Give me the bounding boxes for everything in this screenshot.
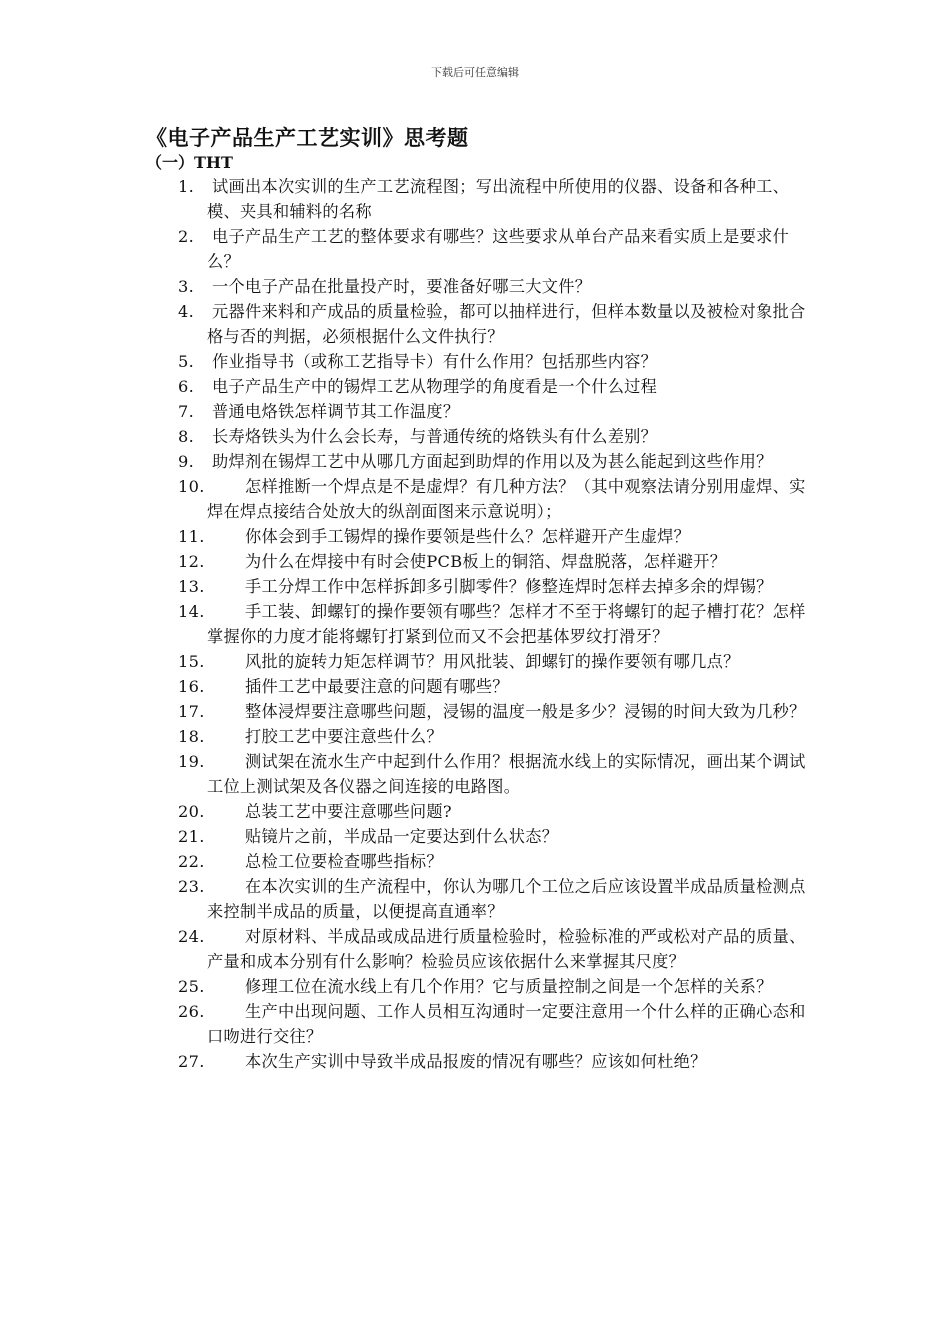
question-item <box>0 274 822 299</box>
question-text: 打胶工艺中要注意些什么？ <box>245 727 443 746</box>
question-number: 13. <box>178 577 205 596</box>
question-number: 19. <box>178 752 205 771</box>
question-text: 试画出本次实训的生产工艺流程图；写出流程中所使用的仪器、设备和各种工、模、夹具和辅料的名称 <box>207 177 790 221</box>
question-text: 普通电烙铁怎样调节其工作温度？ <box>212 402 460 421</box>
question-item <box>0 824 822 849</box>
question-item <box>0 724 822 749</box>
question-item <box>0 799 822 824</box>
question-text: 整体浸焊要注意哪些问题，浸锡的温度一般是多少？浸锡的时间大致为几秒？ <box>245 702 806 721</box>
question-number: 17. <box>178 702 205 721</box>
question-text: 手工装、卸螺钉的操作要领有哪些？怎样才不至于将螺钉的起子槽打花？怎样掌握你的力度才能将螺钉打紧到位而又不会把基体罗纹打滑牙？ <box>207 602 806 646</box>
question-item <box>0 349 822 374</box>
question-item <box>0 449 822 474</box>
question-item <box>0 599 822 649</box>
question-item <box>0 924 822 974</box>
question-item <box>0 974 822 999</box>
question-number: 1. <box>178 177 195 196</box>
question-number: 4. <box>178 302 195 321</box>
question-number: 11. <box>178 527 205 546</box>
question-item <box>0 299 822 349</box>
question-item <box>0 674 822 699</box>
question-item <box>0 749 822 799</box>
question-number: 27. <box>178 1052 205 1071</box>
question-item <box>0 524 822 549</box>
question-number: 12. <box>178 552 205 571</box>
page-header: 下载后可任意编辑 <box>431 66 519 79</box>
question-number: 9. <box>178 452 195 471</box>
question-item <box>0 549 822 574</box>
question-text: 手工分焊工作中怎样拆卸多引脚零件？修整连焊时怎样去掉多余的焊锡？ <box>245 577 773 596</box>
question-text: 助焊剂在锡焊工艺中从哪几方面起到助焊的作用以及为甚么能起到这些作用？ <box>212 452 773 471</box>
question-item <box>0 999 822 1049</box>
question-item <box>0 574 822 599</box>
question-item <box>0 399 822 424</box>
question-text: 修理工位在流水线上有几个作用？它与质量控制之间是一个怎样的关系？ <box>245 977 773 996</box>
question-number: 16. <box>178 677 205 696</box>
question-text: 插件工艺中最要注意的问题有哪些？ <box>245 677 509 696</box>
question-text: 作业指导书（或称工艺指导卡）有什么作用？包括那些内容？ <box>212 352 658 371</box>
question-item <box>0 474 822 524</box>
question-text: 电子产品生产工艺的整体要求有哪些？这些要求从单台产品来看实质上是要求什么？ <box>207 227 790 271</box>
question-list <box>0 174 822 1074</box>
question-number: 23. <box>178 877 205 896</box>
question-item <box>0 1049 822 1074</box>
question-text: 元器件来料和产成品的质量检验，都可以抽样进行，但样本数量以及被检对象批合格与否的判据，必须根据什么文件执行？ <box>207 302 806 346</box>
question-number: 5. <box>178 352 195 371</box>
question-text: 电子产品生产中的锡焊工艺从物理学的角度看是一个什么过程 <box>212 377 658 396</box>
question-text: 对原材料、半成品或成品进行质量检验时，检验标准的严或松对产品的质量、产量和成本分别有什么影响？检验员应该依据什么来掌握其尺度？ <box>207 927 806 971</box>
question-text: 在本次实训的生产流程中，你认为哪几个工位之后应该设置半成品质量检测点来控制半成品的质量，以便提高直通率？ <box>207 877 806 921</box>
question-number: 20. <box>178 802 205 821</box>
question-text: 怎样推断一个焊点是不是虚焊？有几种方法？（其中观察法请分别用虚焊、实焊在焊点接结合处放大的纵剖面图来示意说明）； <box>207 477 806 521</box>
question-text: 一个电子产品在批量投产时，要准备好哪三大文件？ <box>212 277 592 296</box>
question-text: 测试架在流水生产中起到什么作用？根据流水线上的实际情况，画出某个调试工位上测试架及各仪器之间连接的电路图。 <box>207 752 806 796</box>
question-item <box>0 699 822 724</box>
question-text: 总装工艺中要注意哪些问题? <box>245 802 452 821</box>
question-number: 21. <box>178 827 205 846</box>
question-number: 15. <box>178 652 205 671</box>
section-heading: （一）THT <box>146 153 233 172</box>
document-title: 《电子产品生产工艺实训》思考题 <box>146 125 469 150</box>
question-item <box>0 174 822 224</box>
question-number: 18. <box>178 727 205 746</box>
question-text: 你体会到手工锡焊的操作要领是些什么？怎样避开产生虚焊？ <box>245 527 691 546</box>
question-item <box>0 224 822 274</box>
question-number: 2. <box>178 227 195 246</box>
question-text: 长寿烙铁头为什么会长寿，与普通传统的烙铁头有什么差别？ <box>212 427 658 446</box>
question-number: 8. <box>178 427 195 446</box>
question-text: 总检工位要检查哪些指标？ <box>245 852 443 871</box>
question-number: 14. <box>178 602 205 621</box>
question-text: 生产中出现问题、工作人员相互沟通时一定要注意用一个什么样的正确心态和口吻进行交往？ <box>207 1002 806 1046</box>
question-item <box>0 649 822 674</box>
question-number: 25. <box>178 977 205 996</box>
question-number: 22. <box>178 852 205 871</box>
question-text: 本次生产实训中导致半成品报废的情况有哪些？应该如何杜绝？ <box>245 1052 707 1071</box>
question-text: 贴镜片之前，半成品一定要达到什么状态？ <box>245 827 559 846</box>
question-number: 10. <box>178 477 205 496</box>
question-item <box>0 374 822 399</box>
question-item <box>0 849 822 874</box>
question-item <box>0 424 822 449</box>
question-number: 3. <box>178 277 195 296</box>
question-text: 为什么在焊接中有时会使PCB板上的铜箔、焊盘脱落，怎样避开？ <box>245 552 727 571</box>
question-text: 风批的旋转力矩怎样调节？用风批装、卸螺钉的操作要领有哪几点？ <box>245 652 740 671</box>
question-item <box>0 874 822 924</box>
question-number: 7. <box>178 402 195 421</box>
question-number: 6. <box>178 377 195 396</box>
question-number: 26. <box>178 1002 205 1021</box>
question-number: 24. <box>178 927 205 946</box>
